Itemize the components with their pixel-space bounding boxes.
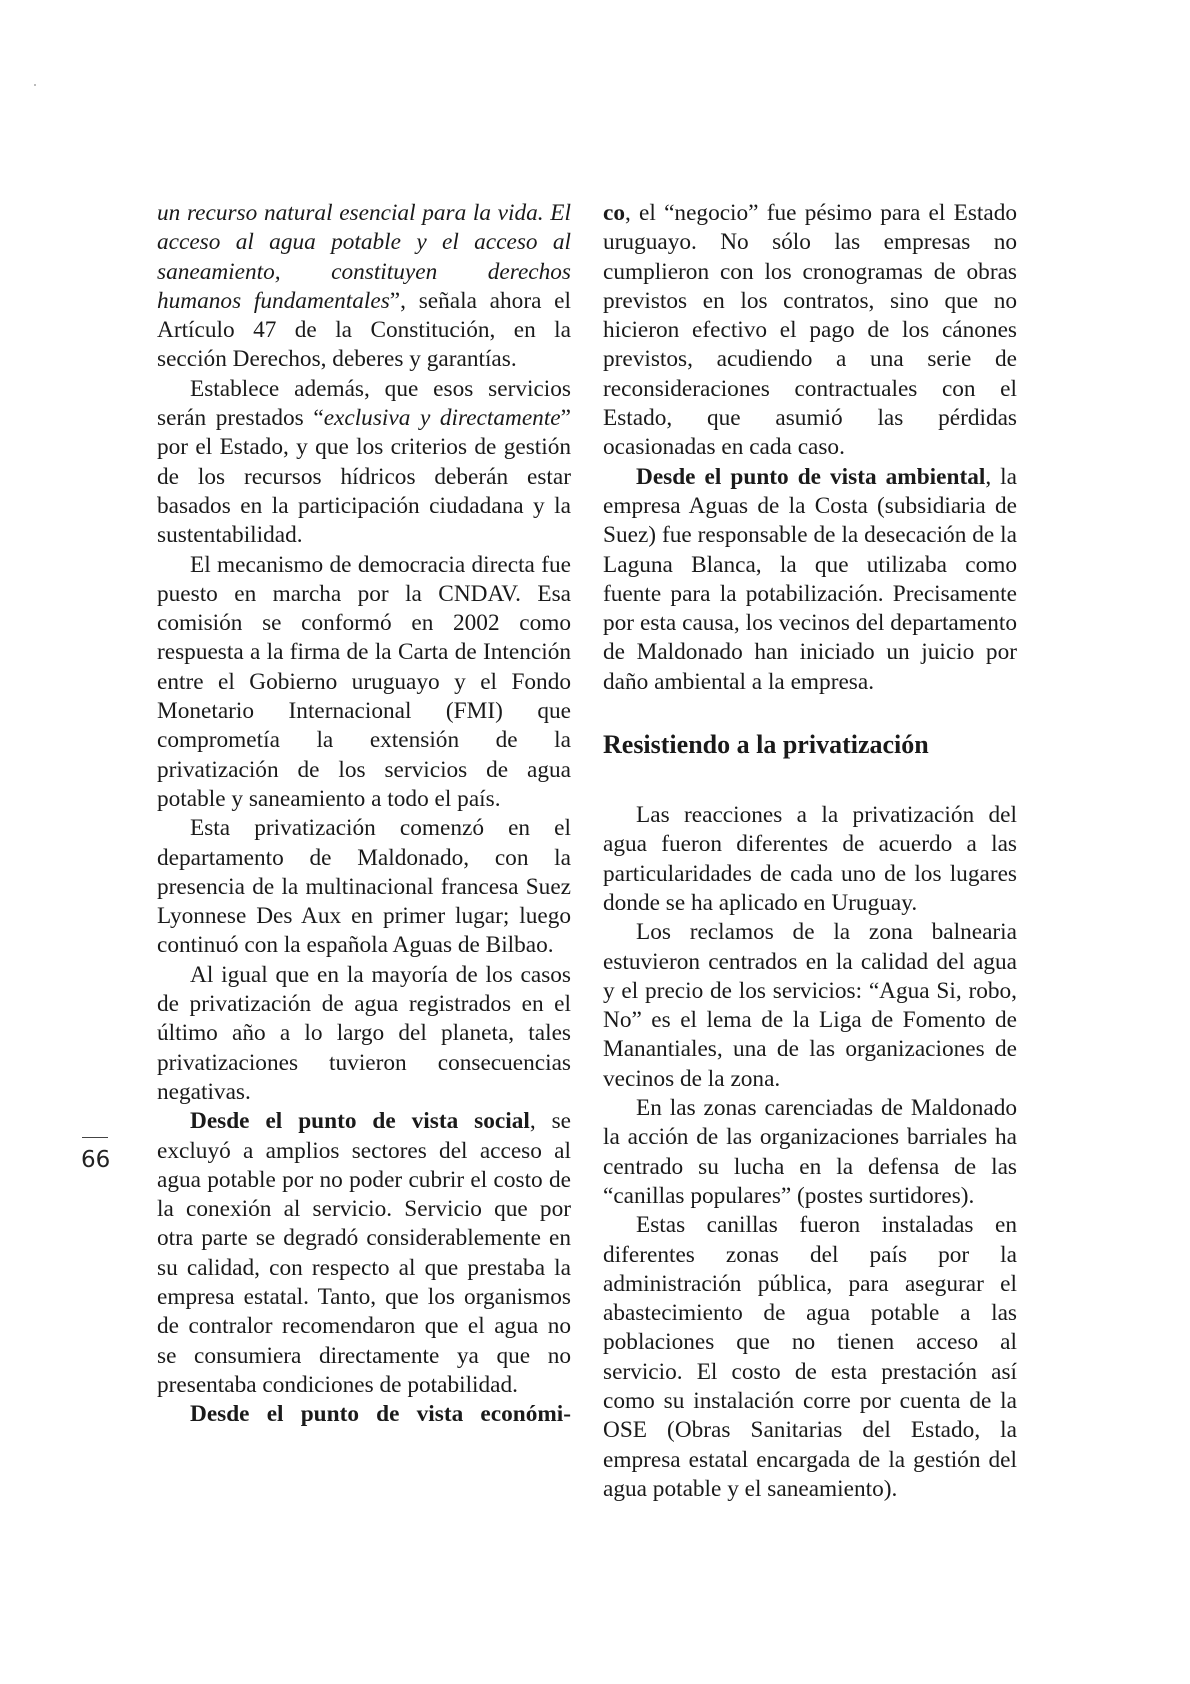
paragraph-text: , se excluyó a amplios sectores del acceso al agua potable por no poder cubrir el costo de la conexión al servicio. Servicio que por otra parte se degradó considerablemente en su calidad, con respecto al que prestaba la empresa estatal. Tanto, que los organismos de contralor recomendaron que el agua no se consumiera directamente ya que no presentaba condiciones de potabilidad. [157, 1108, 571, 1398]
paragraph-text: , la empresa Aguas de la Costa (subsidiaria de Suez) fue responsable de la desecación de la Laguna Blanca, la que utilizaba como fuente para la potabilización. Precisamente por esta causa, los vecinos del departamento de Maldonado han iniciado un juicio por daño ambiental a la empresa. [603, 463, 1017, 695]
left-column [157, 199, 571, 1429]
paragraph-economic-start [157, 1400, 571, 1429]
italic-quote: un recurso natural esencial para la vida. El acceso al agua potable y el acceso al saneamiento, constituyen derechos humanos fundamentales [157, 200, 571, 314]
paragraph-text: Establece además, que esos servicios serán prestados “ [157, 375, 571, 432]
page-number-rule [82, 1137, 108, 1138]
paragraph-deprived-zones: En las zonas carenciadas de Maldonado la acción de las organizaciones barriales ha centrado su lucha en la defensa de las “canillas populares” (postes surtidores). [603, 1095, 1017, 1209]
section-heading: Resistiendo a la privatización [603, 730, 929, 760]
page-number: 66 [81, 1147, 111, 1173]
paragraph-text: ”, señala ahora el Artículo 47 de la Constitución, en la sección Derechos, deberes y garantías. [157, 287, 571, 373]
paragraph-text: ” por el Estado, y que los criterios de gestión de los recursos hídricos deberán estar basados en la participación ciudadana y la sustentabilidad. [157, 405, 571, 549]
paragraph-constitution-quote [157, 199, 571, 375]
right-column [603, 199, 1017, 1504]
paragraph-reactions: Las reacciones a la privatización del agua fueron diferentes de acuerdo a las particularidades de cada uno de los lugares donde se ha aplicado en Uruguay. [603, 802, 1017, 916]
paragraph-canillas: Estas canillas fueron instaladas en diferentes zonas del país por la administración pública, para asegurar el abastecimiento de agua potable a las poblaciones que no tienen acceso al servicio. El costo de esta prestación así como su instalación corre por cuenta de la OSE (Obras Sanitarias del Estado, la empresa estatal encargada de la gestión del agua potable y el saneamiento). [603, 1212, 1017, 1502]
paragraph-maldonado: Esta privatización comenzó en el departamento de Maldonado, con la presencia de la multinacional francesa Suez Lyonnese Des Aux en primer lugar; luego continuó con la española Aguas de Bilbao. [157, 815, 571, 959]
paragraph-social [157, 1107, 571, 1400]
paragraph-environmental [603, 463, 1017, 697]
paragraph-text: , el “negocio” fue pésimo para el Estado uruguayo. No sólo las empresas no cumplieron con los cronogramas de obras previstos en los contratos, sino que no hicieron efectivo el pago de los cánones previstos, acudiendo a una serie de reconsideraciones contractuales con el Estado, que asumió las pérdidas ocasionadas en cada caso. [603, 200, 1017, 461]
paragraph-complaints: Los reclamos de la zona balnearia estuvieron centrados en la calidad del agua y el precio de los servicios: “Agua Si, robo, No” es el lema de la Liga de Fomento de Manantiales, una de las organizaciones de vecinos de la zona. [603, 919, 1017, 1092]
italic-quote: exclusiva y directamente [323, 405, 561, 432]
paragraph-economic-end [603, 199, 1017, 463]
paragraph-cndav: El mecanismo de democracia directa fue puesto en marcha por la CNDAV. Esa comisión se conformó en 2002 como respuesta a la firma de la Carta de Intención entre el Gobierno uruguayo y el Fondo Monetario Internacional (FMI) que comprometía la extensión de la privatización de los servicios de agua potable y saneamiento a todo el país. [157, 551, 571, 812]
paragraph-consequences: Al igual que en la mayoría de los casos de privatización de agua registrados en el último año a lo largo del planeta, tales privatizaciones tuvieron consecuencias negativas. [157, 961, 571, 1105]
bold-lead: Desde el punto de vista social [190, 1108, 530, 1135]
bold-lead: Desde el punto de vista ambiental [636, 463, 986, 490]
bold-lead: co [603, 200, 625, 226]
bold-lead: Desde el punto de vista económi- [190, 1401, 571, 1428]
scan-speck [34, 84, 36, 86]
paragraph-services [157, 375, 571, 551]
